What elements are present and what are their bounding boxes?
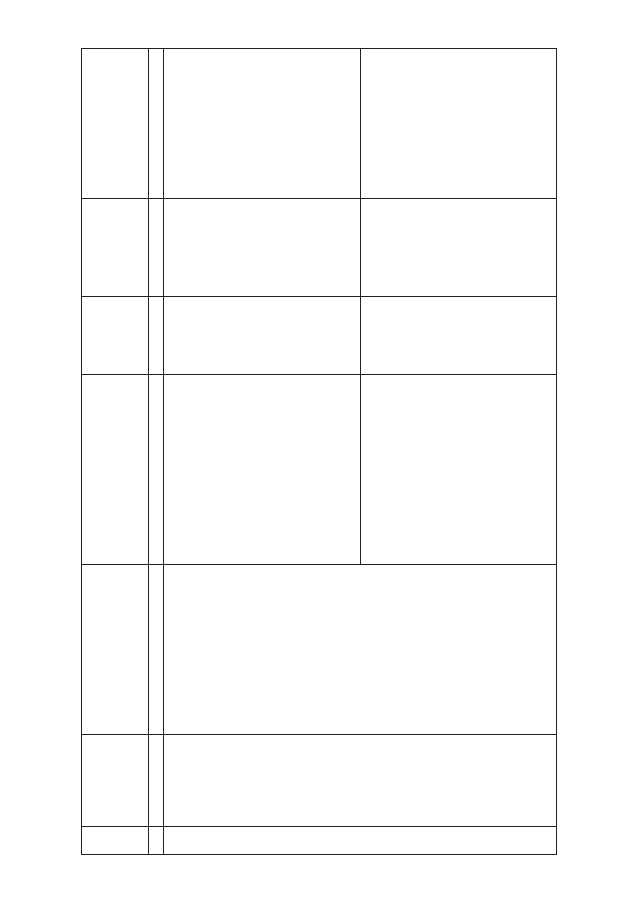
- spacer-cell: [149, 297, 164, 375]
- cell-expected-result: [164, 49, 361, 199]
- header-due-date: [82, 297, 149, 375]
- header-strategy-reference: [82, 735, 149, 827]
- cell-item-number: [164, 827, 557, 855]
- header-document-type: [82, 199, 149, 297]
- cell-due-date: [360, 297, 557, 375]
- table-spacer-row: [149, 49, 164, 855]
- cell-document-type: [164, 199, 361, 297]
- cell-due-date: [164, 297, 361, 375]
- spacer-cell: [149, 565, 164, 735]
- spacer-cell: [149, 735, 164, 827]
- cell-document-type: [360, 199, 557, 297]
- spacer-cell: [149, 375, 164, 565]
- cell-expected-result: [360, 49, 557, 199]
- header-policy-direction: [82, 565, 149, 735]
- cell-responsible-executors: [164, 375, 361, 565]
- spacer-cell: [149, 199, 164, 297]
- spacer-cell: [149, 827, 164, 855]
- action-plan-table-container: [81, 49, 557, 855]
- header-expected-result: [82, 49, 149, 199]
- header-item-number: [82, 827, 149, 855]
- spacer-cell: [149, 49, 164, 199]
- cell-policy-direction: [164, 565, 557, 735]
- cell-strategy-reference: [164, 735, 557, 827]
- action-plan-table: [81, 48, 557, 855]
- table-header-row: [82, 49, 149, 855]
- cell-responsible-executors: [360, 375, 557, 565]
- table-row: [164, 49, 361, 855]
- header-responsible-executors: [82, 375, 149, 565]
